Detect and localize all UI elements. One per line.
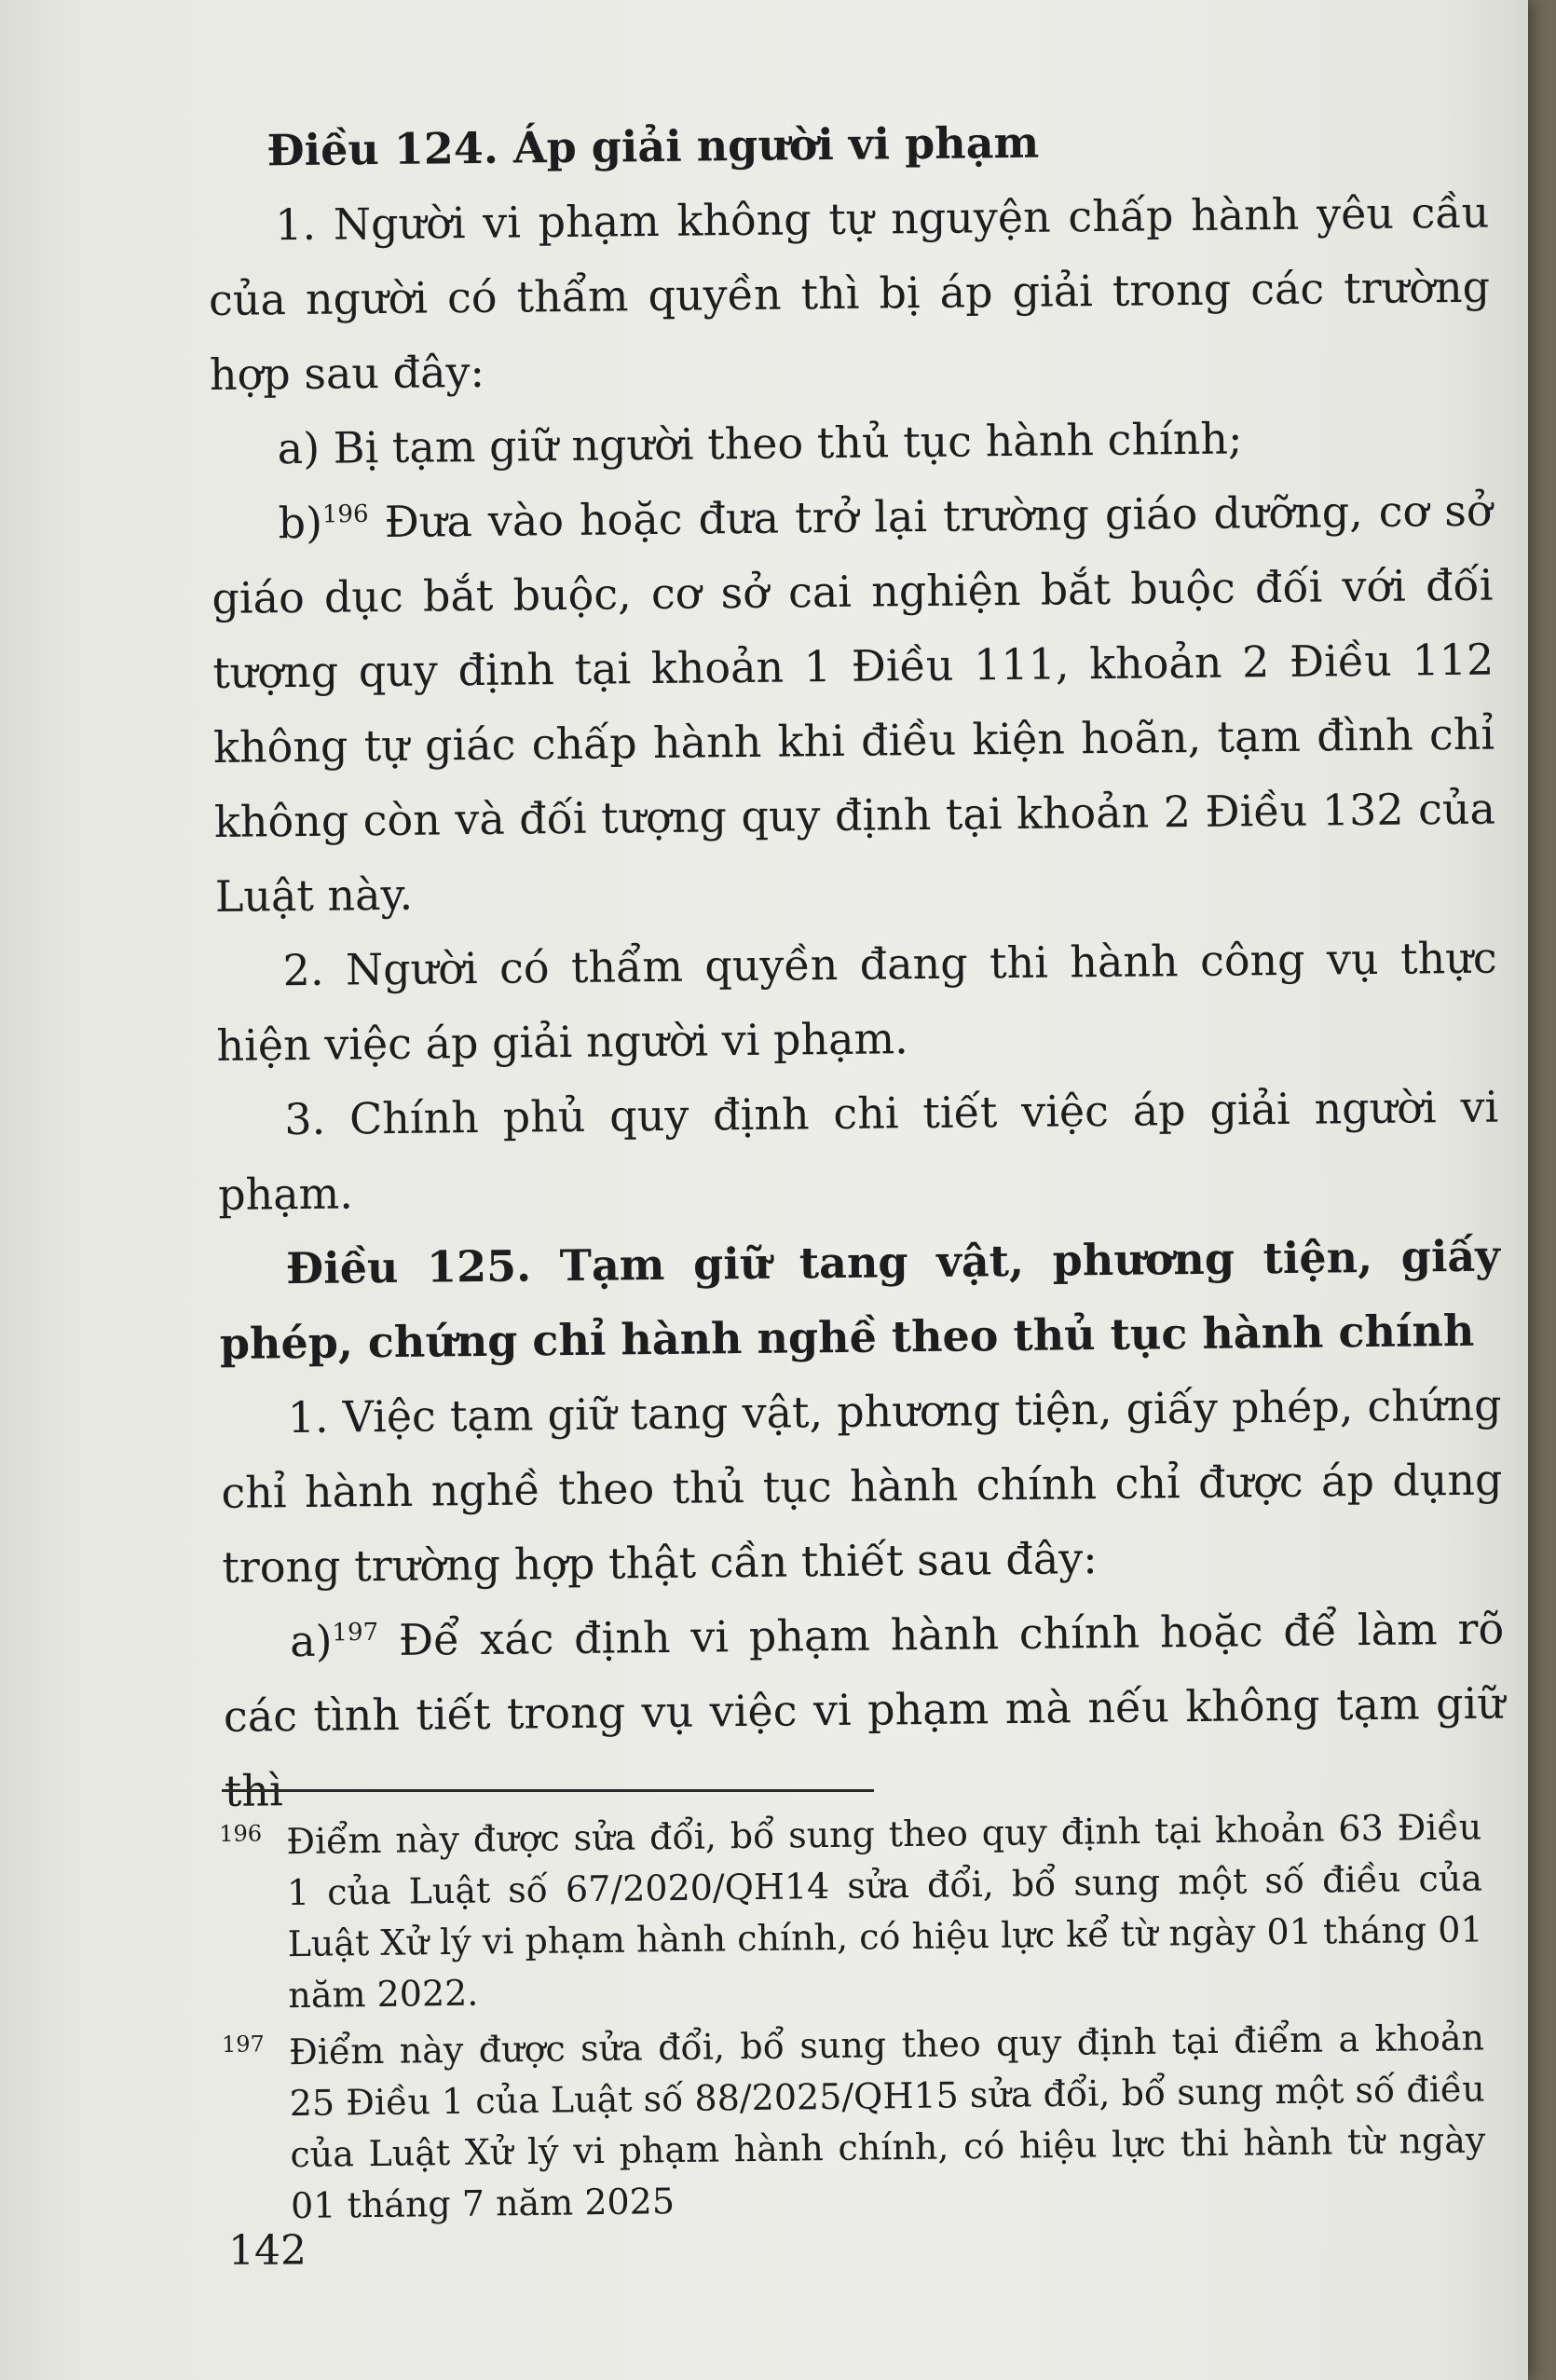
footnote-text: Điểm này được sửa đổi, bổ sung theo quy định tại khoản 63 Điều 1 của Luật số 67/2020/QH14 sửa đổi, bổ sung một số điều của Luật Xử lý vi phạm hành chính, có hiệu lực kể từ ngày 01 tháng 01 năm 2022. <box>286 1806 1483 2017</box>
point-b-prefix: b) <box>278 497 323 549</box>
article-124-title: Điều 124. Áp giải người vi phạm <box>266 116 1040 176</box>
footnote-separator <box>222 1789 874 1792</box>
point-a-text: Để xác định vi phạm hành chính hoặc để làm rõ các tình tiết trong vụ việc vi phạm mà nếu không tạm giữ thì <box>223 1603 1506 1816</box>
article-124-point-a: a) Bị tạm giữ người theo thủ tục hành chính; <box>277 413 1243 474</box>
footnote-ref-197: 197 <box>332 1618 379 1648</box>
footnote-number: 196 <box>219 1820 263 1847</box>
article-125-clause-1: 1. Việc tạm giữ tang vật, phương tiện, giấy phép, chứng chỉ hành nghề theo thủ tục hành chính chỉ được áp dụng trong trường hợp thật cần thiết sau đây: <box>221 1379 1503 1593</box>
page-number: 142 <box>228 2227 307 2275</box>
article-124-clause-3: 3. Chính phủ quy định chi tiết việc áp giải người vi phạm. <box>217 1081 1499 1220</box>
footnote-197 <box>222 2012 1487 2233</box>
footnote-text: Điểm này được sửa đổi, bổ sung theo quy định tại điểm a khoản 25 Điều 1 của Luật số 88/2025/QH15 sửa đổi, bổ sung một số điều của Luật Xử lý vi phạm hành chính, có hiệu lực thi hành từ ngày 01 tháng 7 năm 2025 <box>288 2017 1486 2227</box>
article-124-clause-1: 1. Người vi phạm không tự nguyện chấp hành yêu cầu của người có thẩm quyền thì bị áp giải trong các trường hợp sau đây: <box>208 186 1491 400</box>
point-a-prefix: a) <box>289 1615 333 1667</box>
footnotes <box>219 1801 1486 2238</box>
article-125-title: Điều 125. Tạm giữ tang vật, phương tiện, giấy phép, chứng chỉ hành nghề theo thủ tục hành chính <box>219 1230 1501 1369</box>
footnote-ref-196: 196 <box>321 499 369 529</box>
article-124-clause-2: 2. Người có thẩm quyền đang thi hành công vụ thực hiện việc áp giải người vi phạm. <box>216 932 1497 1071</box>
article-124-point-b <box>211 473 1496 934</box>
article-125-point-a <box>223 1592 1506 1828</box>
main-text <box>207 101 1506 1828</box>
footnote-number: 197 <box>221 2031 265 2058</box>
footnote-196 <box>219 1801 1484 2022</box>
point-b-text: Đưa vào hoặc đưa trở lại trường giáo dưỡng, cơ sở giáo dục bắt buộc, cơ sở cai nghiện bắt buộc đối với đối tượng quy định tại khoản 1 Điều 111, khoản 2 Điều 112 không tự giác chấp hành khi điều kiện hoãn, tạm đình chỉ không còn và đối tượng quy định tại khoản 2 Điều 132 của Luật này. <box>212 485 1496 922</box>
